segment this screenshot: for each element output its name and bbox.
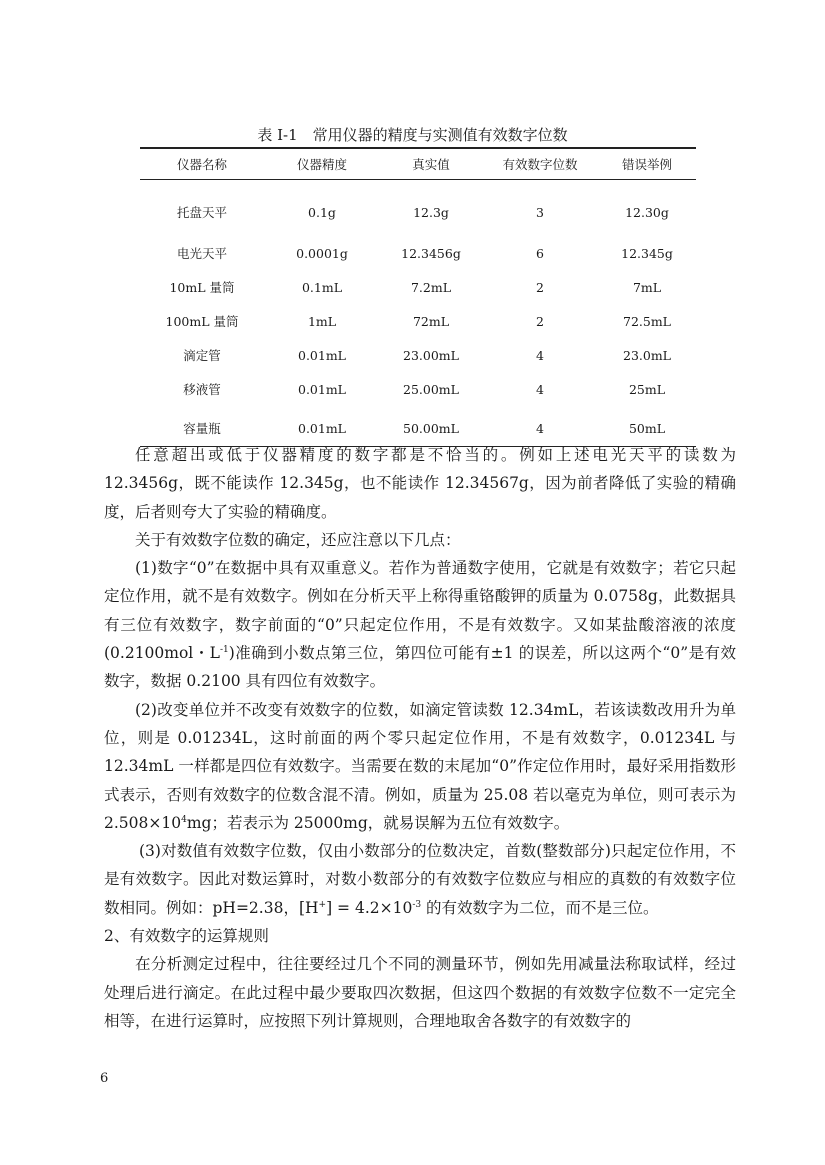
superscript: + <box>318 899 327 910</box>
header-significant-digits: 有效数字位数 <box>482 148 598 180</box>
paragraph-calculation-rules: 在分析测定过程中，往往要经过几个不同的测量环节，例如先用减量法称取试样，经过处理后进行滴定。在此过程中最少要取四次数据，但这四个数据的有效数字位数不一定完全相等，在进行运算时，应按照下列计算规则，合理地取舍各数字的有效数字的 <box>104 955 736 1030</box>
text-run: (3)对数值有效数字位数，仅由小数部分的位数决定，首数(整数部分)只起定位作用，不是有效数字。因此对数运算时，对数小数部分的有效数字位数应与相应的真数的有效数字位数相同。例如：pH=2.38，[H <box>104 842 736 917</box>
table-cell: 0.0001g <box>296 245 348 261</box>
table-caption: 表 I-1 常用仪器的精度与实测值有效数字位数 <box>257 126 568 144</box>
table-cell: 托盘天平 <box>176 205 227 220</box>
section-heading: 2、有效数字的运算规则 <box>104 927 269 946</box>
header-instrument-name: 仪器名称 <box>140 148 264 180</box>
table-cell: 0.1mL <box>301 279 343 295</box>
table-header-row <box>140 148 696 180</box>
paragraph-point-units <box>104 696 736 837</box>
table-cell: 12.3g <box>413 204 449 220</box>
table-cell: 容量瓶 <box>140 406 264 447</box>
paragraph-point-zero <box>104 554 736 695</box>
table-cell: 12.345g <box>621 245 673 261</box>
table-cell: 72.5mL <box>623 313 671 329</box>
superscript: 4 <box>181 814 187 825</box>
table-cell: 23.00mL <box>403 347 459 363</box>
table-cell: 12.30g <box>625 204 669 220</box>
table-cell: 2 <box>536 279 544 295</box>
paragraph-point-logarithm <box>104 837 736 922</box>
superscript: -1 <box>219 645 229 656</box>
table-cell: 0.1g <box>308 204 336 220</box>
body-text <box>104 441 736 1035</box>
table-row <box>140 338 696 372</box>
table-cell: 1mL <box>307 313 337 329</box>
table-cell: 移液管 <box>183 382 221 397</box>
table-cell: 23.0mL <box>623 347 671 363</box>
table-cell: 3 <box>536 204 544 220</box>
table-cell: 4 <box>482 406 598 447</box>
paragraph-points-intro: 关于有效数字位数的确定，还应注意以下几点： <box>135 530 461 549</box>
table-cell: 电光天平 <box>176 246 227 261</box>
table-row <box>140 180 696 237</box>
text-run: (1)数字“0”在数据中具有双重意义。若作为普通数字使用，它就是有效数字；若它只起定位作用，就不是有效数字。例如在分析天平上称得重铬酸钾的质量为 0.0758g，此数据具有三位有效数字，数字前面的“0”只起定位作用，不是有效数字。又如某盐酸溶液的浓度(0.2100mol・L <box>104 559 736 663</box>
header-error-example: 错误举例 <box>598 148 696 180</box>
table-cell: 7.2mL <box>410 279 452 295</box>
header-true-value: 真实值 <box>380 148 482 180</box>
table-row <box>140 270 696 304</box>
table-cell: 4 <box>536 381 544 397</box>
text-run: mg；若表示为 25000mg，就易误解为五位有效数字。 <box>186 813 570 832</box>
paragraph-precision-note: 任意超出或低于仪器精度的数字都是不恰当的。例如上述电光天平的读数为12.3456g，既不能读作 12.345g，也不能读作 12.34567g，因为前者降低了实验的精确度，后者则夸大了实验的精确度。 <box>104 446 736 521</box>
table-row <box>140 304 696 338</box>
table-row <box>140 372 696 406</box>
table-cell: 滴定管 <box>183 348 221 363</box>
table-row <box>140 236 696 270</box>
table-cell: 0.01mL <box>264 406 380 447</box>
table-cell: 4 <box>536 347 544 363</box>
table-cell: 72mL <box>412 313 450 329</box>
table-cell: 6 <box>536 245 544 261</box>
text-run: ] = 4.2×10 <box>326 898 413 917</box>
table-cell: 10mL 量筒 <box>169 280 235 295</box>
page-number: 6 <box>100 1071 109 1086</box>
table-cell: 7mL <box>632 279 662 295</box>
table-cell: 12.3456g <box>401 245 461 261</box>
table-cell: 2 <box>536 313 544 329</box>
text-run: 的有效数字为二位，而不是三位。 <box>421 898 659 917</box>
table-cell: 25.00mL <box>403 381 459 397</box>
table-cell: 0.01mL <box>298 381 346 397</box>
table-cell: 25mL <box>628 381 666 397</box>
superscript: -3 <box>412 899 422 910</box>
text-run: )准确到小数点第三位，第四位可能有±1 的误差，所以这两个“0”是有效数字，数据 0.2100 具有四位有效数字。 <box>104 644 736 691</box>
instrument-precision-table <box>140 147 696 447</box>
table-cell: 50.00mL <box>380 406 482 447</box>
text-run: (2)改变单位并不改变有效数字的位数，如滴定管读数 12.34mL，若该读数改用升为单位，则是 0.01234L，这时前面的两个零只起定位作用，不是有效数字，0.01234L 与12.34mL 一样都是四位有效数字。当需要在数的末尾加“0”作定位作用时，最好采用指数形式表示，否则有效数字的位数含混不清。例如，质量为 25.08 若以毫克为单位，则可表示为 2.508×10 <box>104 700 736 832</box>
table-cell: 50mL <box>598 406 696 447</box>
header-instrument-precision: 仪器精度 <box>264 148 380 180</box>
table-cell: 100mL 量筒 <box>165 314 239 329</box>
table-cell: 0.01mL <box>298 347 346 363</box>
